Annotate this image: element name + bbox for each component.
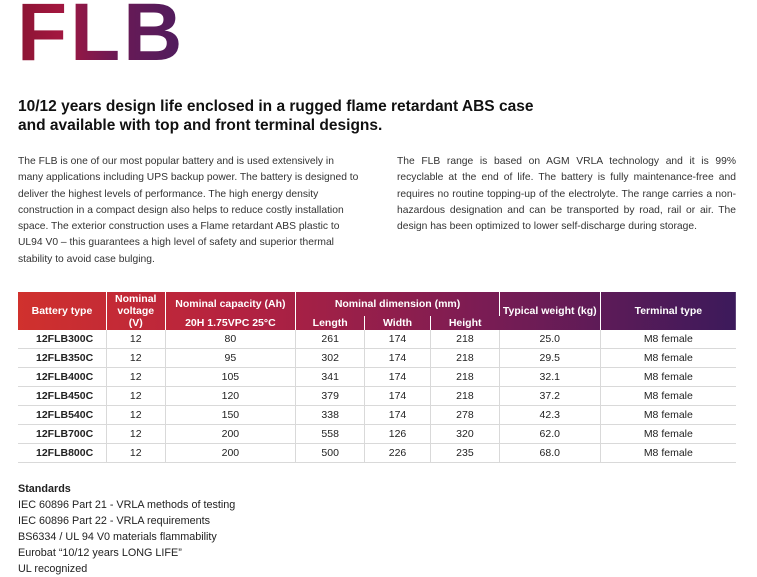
cell-capacity: 200 [165,444,296,463]
cell-weight: 42.3 [499,406,600,425]
table-row [18,330,736,349]
cell-model: 12FLB400C [18,368,106,387]
cell-capacity: 105 [165,368,296,387]
cell-weight: 68.0 [499,444,600,463]
cell-voltage: 12 [106,425,165,444]
cell-length: 261 [296,330,365,349]
cell-weight: 25.0 [499,330,600,349]
cell-width: 174 [365,368,431,387]
cell-terminal: M8 female [600,349,736,368]
standard-item: UL recognized [18,563,88,575]
headline [18,97,618,135]
intro-right-paragraph: The FLB range is based on AGM VRLA technology and it is 99% recyclable at the end of life. The battery is fully maintenance-free and requires no routine topping-up of the electrolyte. The range carries a non-hazardous designation and can be transported by road, rail or air. The design has been optimized to lower self-discharge during storage. [397,156,736,233]
cell-length: 379 [296,387,365,406]
table-row [18,349,736,368]
cell-terminal: M8 female [600,330,736,349]
cell-model: 12FLB350C [18,349,106,368]
cell-height: 218 [430,387,499,406]
standards-title: Standards [18,483,71,495]
cell-voltage: 12 [106,406,165,425]
cell-width: 174 [365,387,431,406]
cell-terminal: M8 female [600,406,736,425]
cell-weight: 29.5 [499,349,600,368]
cell-height: 218 [430,349,499,368]
cell-model: 12FLB450C [18,387,106,406]
cell-height: 320 [430,425,499,444]
cell-width: 174 [365,406,431,425]
cell-length: 500 [296,444,365,463]
cell-weight: 37.2 [499,387,600,406]
cell-voltage: 12 [106,444,165,463]
cell-width: 174 [365,330,431,349]
cell-terminal: M8 female [600,425,736,444]
cell-capacity: 200 [165,425,296,444]
header-nominal-voltage: Nominal voltage (V) [106,292,165,330]
table-row [18,425,736,444]
table-row [18,387,736,406]
intro-left-paragraph: The FLB is one of our most popular battery and is used extensively in many applications including UPS backup power. The battery is designed to deliver the highest levels of performance. The high energy density construction in a compact design also helps to reduce costly installation space. The exterior construction uses a Flame retardant ABS plastic to UL94 V0 – this guarantees a high level of safety and superior thermal stability to avoid case bulging. [18,156,359,265]
cell-model: 12FLB300C [18,330,106,349]
cell-voltage: 12 [106,387,165,406]
cell-width: 174 [365,349,431,368]
cell-width: 226 [365,444,431,463]
cell-model: 12FLB700C [18,425,106,444]
table-row [18,368,736,387]
standards-section [18,481,235,577]
cell-height: 218 [430,330,499,349]
standards-list [18,497,235,577]
standard-item: IEC 60896 Part 22 - VRLA requirements [18,515,211,527]
cell-height: 235 [430,444,499,463]
standard-item: BS6334 / UL 94 V0 materials flammability [18,531,217,543]
cell-terminal: M8 female [600,387,736,406]
cell-weight: 62.0 [499,425,600,444]
cell-width: 126 [365,425,431,444]
header-typical-weight: Typical weight (kg) [499,292,600,330]
spec-table-header [18,292,736,330]
cell-model: 12FLB540C [18,406,106,425]
cell-length: 341 [296,368,365,387]
cell-height: 218 [430,368,499,387]
cell-capacity: 80 [165,330,296,349]
header-length: Length [296,316,365,330]
cell-length: 338 [296,406,365,425]
cell-capacity: 120 [165,387,296,406]
brand-title: FLB [17,0,185,74]
cell-voltage: 12 [106,330,165,349]
table-row [18,444,736,463]
cell-terminal: M8 female [600,444,736,463]
header-nominal-capacity: Nominal capacity (Ah) [165,292,296,316]
headline-line-1: 10/12 years design life enclosed in a rugged flame retardant ABS case [18,98,534,115]
header-capacity-condition: 20H 1.75VPC 25°C [165,316,296,330]
cell-height: 278 [430,406,499,425]
cell-terminal: M8 female [600,368,736,387]
header-height: Height [448,317,482,329]
cell-voltage: 12 [106,368,165,387]
header-width: Width [365,316,431,330]
header-terminal-type: Terminal type [634,305,703,317]
cell-voltage: 12 [106,349,165,368]
spec-table-body [18,330,736,463]
cell-capacity: 95 [165,349,296,368]
standard-item: IEC 60896 Part 21 - VRLA methods of testing [18,499,236,511]
cell-length: 558 [296,425,365,444]
cell-weight: 32.1 [499,368,600,387]
cell-length: 302 [296,349,365,368]
table-row [18,406,736,425]
spec-table [18,292,736,463]
header-nominal-dimension: Nominal dimension (mm) [296,292,500,316]
standard-item: Eurobat “10/12 years LONG LIFE” [18,547,182,559]
header-battery-type: Battery type [18,292,106,330]
headline-line-2: and available with top and front terminal designs. [18,117,383,134]
cell-capacity: 150 [165,406,296,425]
cell-model: 12FLB800C [18,444,106,463]
